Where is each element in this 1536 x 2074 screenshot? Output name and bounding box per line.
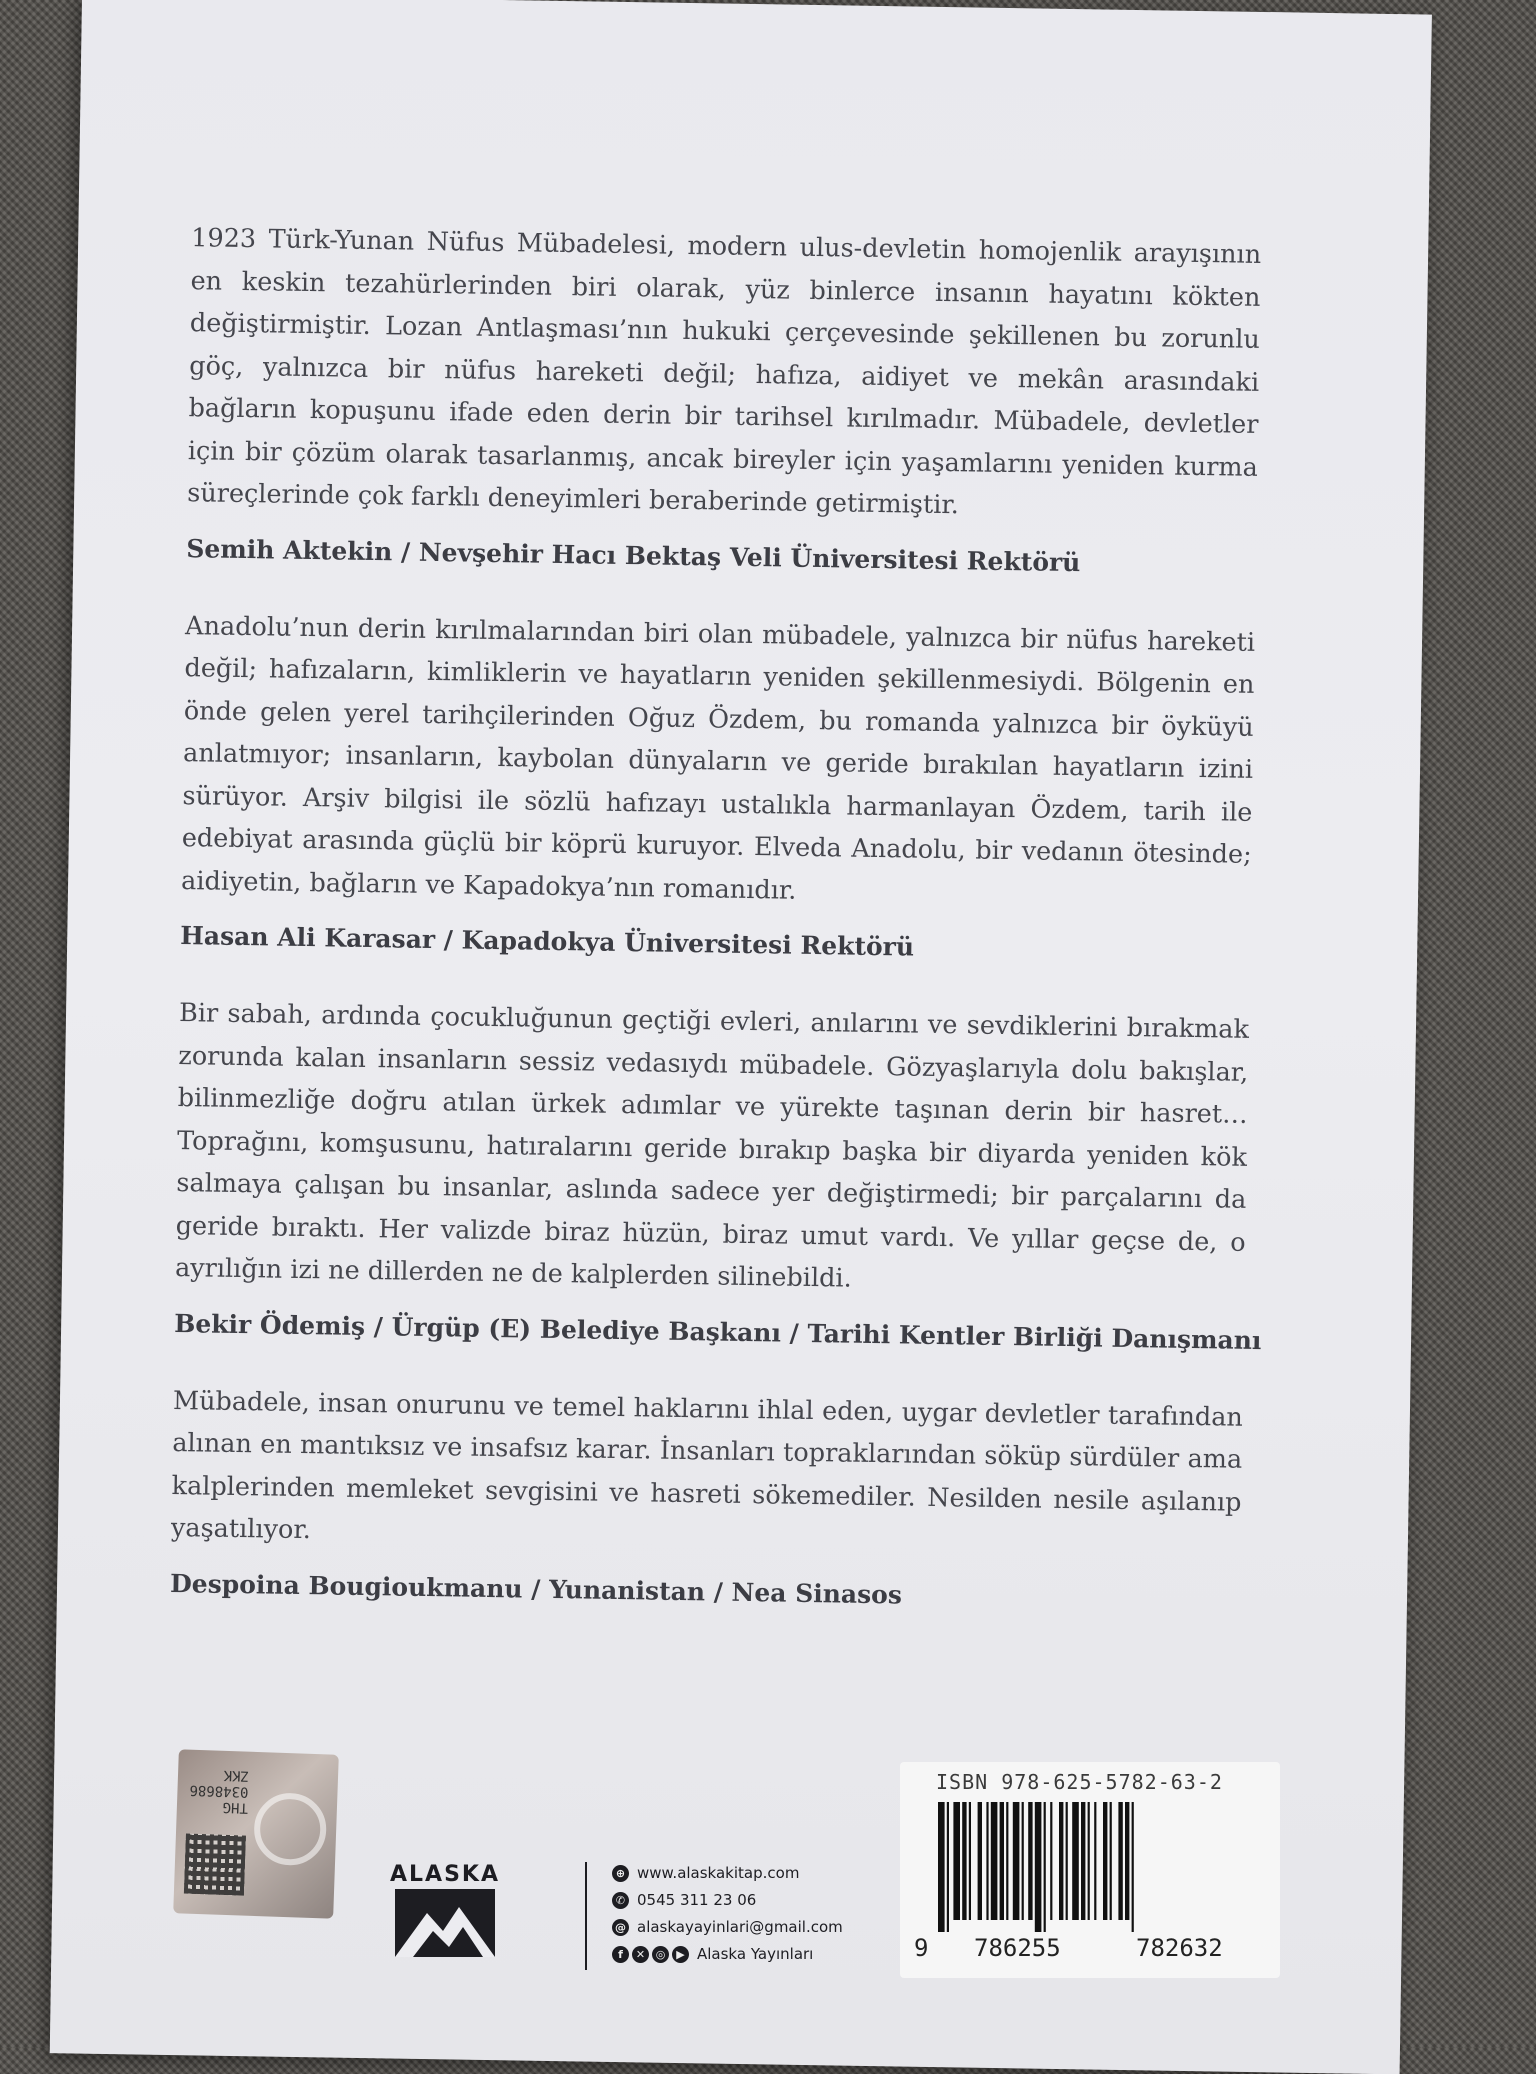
youtube-icon: ▶ xyxy=(672,1946,689,1963)
x-icon: ✕ xyxy=(632,1946,649,1963)
contact-phone[interactable] xyxy=(612,1887,843,1914)
barcode-bar xyxy=(1125,1802,1129,1920)
isbn-barcode xyxy=(900,1762,1280,1978)
barcode-bar xyxy=(1066,1802,1068,1920)
barcode-bar xyxy=(1072,1802,1079,1920)
blurb-4-text: Mübadele, insan onurunu ve temel haklarını ihlal eden, uygar devletler tarafından alınan en mantıksız ve insafsız karar. İnsanları topraklarından söküp sürdüler ama kalplerinden memleket sevgisini ve hasreti sökemediler. Nesilden nesile aşılanıp yaşatılıyor. xyxy=(170,1385,1244,1546)
barcode-bar xyxy=(1103,1802,1107,1920)
blurb-3-author: Bekir Ödemiş / Ürgüp (E) Belediye Başkanı / Tarihi Kentler Birliği Danışmanı xyxy=(173,1308,1262,1355)
website-text: www.alaskakitap.com xyxy=(637,1864,800,1882)
barcode-digit-group-1: 786255 xyxy=(974,1934,1061,1962)
barcode-bar xyxy=(1059,1802,1063,1920)
email-icon: @ xyxy=(612,1919,629,1936)
blurb-3-text: Bir sabah, ardında çocukluğunun geçtiği evleri, anılarını ve sevdiklerini bırakmak zorunda kalan insanların sessiz vedasıydı mübadele. Gözyaşlarıyla dolu bakışlar, bilinmezliğe doğru atılan ürkek adımlar ve yürekte taşınan derin bir hasret… Toprağını, komşusunu, hatıralarını geride bırakıp başka bir diyarda yeniden kök salmaya çalışan bu insanlar, aslında sadece yer değiştirmedi; bir parçalarını da geride bıraktı. Her valizde biraz hüzün, biraz umut vardı. Ve yıllar geçse de, o ayrılığın izi ne dillerden ne de kalplerden silinebildi. xyxy=(174,998,1250,1294)
email-text: alaskayayinlari@gmail.com xyxy=(637,1918,843,1936)
barcode-bar xyxy=(1094,1802,1096,1920)
barcode-bar xyxy=(1044,1802,1046,1932)
barcode-bars-icon xyxy=(938,1802,1258,1932)
contact-social[interactable] xyxy=(612,1941,843,1968)
barcode-bar xyxy=(1110,1802,1112,1920)
blurbs-section xyxy=(169,217,1261,1656)
barcode-bar xyxy=(1013,1802,1020,1920)
publisher-logo xyxy=(390,1862,560,1959)
sticker-line-1: THG xyxy=(222,1798,249,1816)
phone-text: 0545 311 23 06 xyxy=(637,1891,757,1909)
social-handle-text: Alaska Yayınları xyxy=(697,1945,814,1963)
facebook-icon: f xyxy=(612,1946,629,1963)
barcode-bar xyxy=(978,1802,982,1920)
blurb-2-text: Anadolu’nun derin kırılmalarından biri olan mübadele, yalnızca bir nüfus hareketi değil; hafızaların, kimliklerin ve hayatların yeniden şekillenmesiydi. Bölgenin en önde gelen yerel tarihçilerinden Oğuz Özdem, bu romanda yalnızca bir öyküyü anlatmıyor; insanların, kaybolan dünyaların ve geride bırakılan hayatların izini sürüyor. Arşiv bilgisi ile sözlü hafızayı ustalıkla harmanlayan Özdem, tarih ile edebiyat arasında güçlü bir köprü kuruyor. Elveda Anadolu, bir vedanın ötesinde; aidiyetin, bağların ve Kapadokya’nın romanıdır. xyxy=(180,610,1256,906)
barcode-digit-group-2: 782632 xyxy=(1136,1934,1223,1962)
instagram-icon: ◎ xyxy=(652,1946,669,1963)
barcode-bar xyxy=(947,1802,949,1932)
sticker-line-2: 0348686 xyxy=(189,1781,249,1800)
blurb-4-author: Despoina Bougioukmanu / Yunanistan / Nea Sinasos xyxy=(169,1568,903,1609)
barcode-bar xyxy=(1022,1802,1024,1920)
barcode-bar xyxy=(991,1802,998,1920)
barcode-bar xyxy=(969,1802,971,1920)
blurb-2-author: Hasan Ali Karasar / Kapadokya Üniversitesi Rektörü xyxy=(180,921,915,962)
publisher-contacts xyxy=(612,1860,843,1968)
sticker-line-3: ZKK xyxy=(223,1766,250,1784)
logo-divider xyxy=(585,1862,587,1970)
barcode-bar xyxy=(1000,1802,1004,1920)
whatsapp-icon: ✆ xyxy=(612,1892,629,1909)
barcode-bar xyxy=(1088,1802,1090,1920)
barcode-bar xyxy=(1081,1802,1085,1920)
barcode-bar xyxy=(1035,1802,1042,1932)
social-icons xyxy=(612,1946,689,1963)
banderole-sticker xyxy=(173,1749,339,1918)
sticker-code xyxy=(189,1766,250,1816)
barcode-bar xyxy=(938,1802,945,1932)
contact-email[interactable] xyxy=(612,1914,843,1941)
barcode-bar xyxy=(962,1802,966,1920)
isbn-label: ISBN 978-625-5782-63-2 xyxy=(936,1770,1223,1794)
barcode-bar xyxy=(986,1802,988,1920)
hologram-seal-icon xyxy=(253,1792,327,1866)
blurb-1-author: Semih Aktekin / Nevşehir Hacı Bektaş Veli Üniversitesi Rektörü xyxy=(186,533,1081,577)
barcode-bar xyxy=(1006,1802,1008,1920)
mountain-logo-icon xyxy=(393,1887,497,1959)
globe-icon: ⊕ xyxy=(612,1865,629,1882)
barcode-bar xyxy=(1132,1802,1134,1932)
barcode-bar xyxy=(953,1802,960,1920)
barcode-bar xyxy=(1028,1802,1032,1920)
barcode-bar xyxy=(1118,1802,1122,1920)
barcode-bar xyxy=(1050,1802,1052,1920)
qr-code-icon xyxy=(184,1834,246,1896)
contact-website[interactable] xyxy=(612,1860,843,1887)
blurb-1-text: 1923 Türk-Yunan Nüfus Mübadelesi, modern ulus-devletin homojenlik arayışının en keskin tezahürlerinden biri olarak, yüz binlerce insanın hayatını kökten değiştirmiştir. Lozan Antlaşması’nın hukuki çerçevesinde şekillenen bu zorunlu göç, yalnızca bir nüfus hareketi değil; hafıza, aidiyet ve mekân arasındaki bağların kopuşunu ifade eden derin bir tarihsel kırılmadır. Mübadele, devletler için bir çözüm olarak tasarlanmış, ancak bireyler için yaşamlarını yeniden kurma süreçlerinde çok farklı deneyimleri beraberinde getirmiştir. xyxy=(187,223,1262,521)
publisher-name: ALASKA xyxy=(390,1862,500,1887)
barcode-digit-lead: 9 xyxy=(914,1934,929,1962)
